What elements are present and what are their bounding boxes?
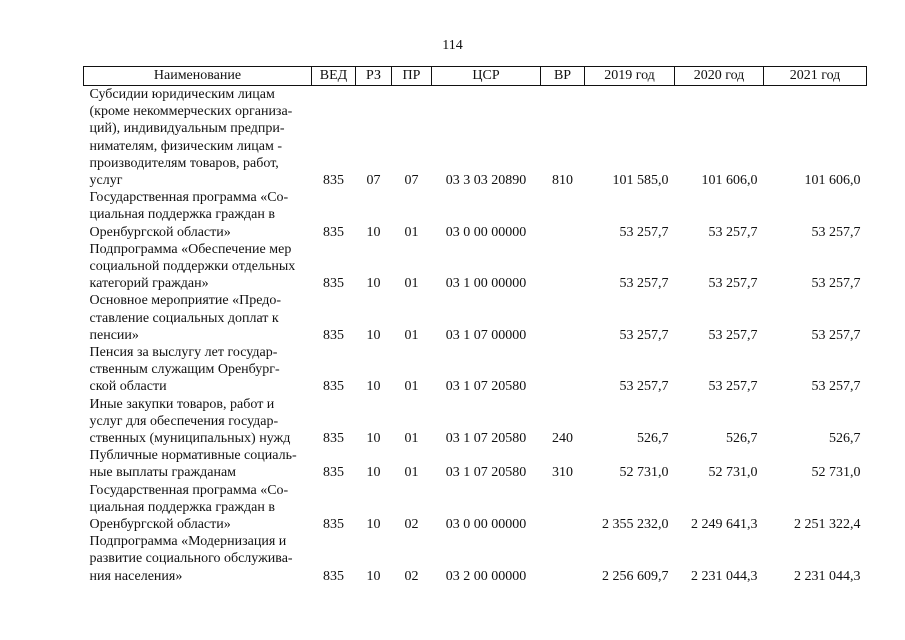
row-pr: 07	[404, 173, 419, 189]
row-pr: 01	[404, 224, 419, 240]
header-row	[84, 67, 867, 86]
row-name: Основное мероприятие «Предо- ставление социальных доплат к пенсии»	[89, 293, 282, 343]
row-pr: 02	[404, 517, 419, 533]
row-value-2020: 53 257,7	[708, 276, 758, 292]
row-value-2020: 53 257,7	[708, 224, 758, 240]
row-value-2019: 2 256 609,7	[602, 568, 669, 584]
table-row	[84, 482, 867, 534]
row-name: Пенсия за выслугу лет государ- ственным служащим Оренбург- ской области	[89, 345, 280, 395]
row-value-2019: 53 257,7	[619, 379, 669, 395]
row-name: Публичные нормативные социаль- ные выплаты гражданам	[89, 448, 297, 481]
row-vr: 240	[552, 431, 573, 447]
row-value-2021: 53 257,7	[811, 224, 861, 240]
row-value-2021: 2 231 044,3	[794, 568, 861, 584]
row-rz: 10	[366, 224, 381, 240]
row-rz: 10	[366, 465, 381, 481]
row-rz: 10	[366, 517, 381, 533]
row-value-2020: 526,7	[726, 431, 758, 447]
row-name: Государственная программа «Со- циальная поддержка граждан в Оренбургской области»	[89, 482, 289, 533]
row-value-2021: 526,7	[829, 431, 861, 447]
header-rz: РЗ	[356, 67, 392, 86]
row-value-2019: 53 257,7	[619, 224, 669, 240]
row-rz: 10	[366, 431, 381, 447]
row-ved: 835	[323, 568, 344, 584]
row-value-2019: 53 257,7	[619, 327, 669, 343]
row-ved: 835	[323, 379, 344, 395]
row-value-2019: 52 731,0	[619, 465, 669, 481]
table-row	[84, 396, 867, 448]
row-value-2020: 2 249 641,3	[691, 517, 758, 533]
row-rz: 10	[366, 276, 381, 292]
row-vr	[541, 292, 585, 344]
header-name: Наименование	[84, 67, 312, 86]
row-name: Государственная программа «Со- циальная поддержка граждан в Оренбургской области»	[89, 190, 289, 240]
row-csr: 03 2 00 00000	[445, 568, 527, 584]
header-ved: ВЕД	[312, 67, 356, 86]
table-row	[84, 189, 867, 241]
header-2021: 2021 год	[764, 67, 867, 86]
header-csr: ЦСР	[432, 67, 541, 86]
row-value-2019: 53 257,7	[619, 276, 669, 292]
row-vr	[541, 344, 585, 396]
row-rz: 10	[366, 327, 381, 343]
row-value-2021: 53 257,7	[811, 276, 861, 292]
row-value-2019: 526,7	[637, 431, 669, 447]
row-name: Подпрограмма «Модернизация и развитие социального обслужива- ния населения»	[89, 534, 293, 584]
row-ved: 835	[323, 173, 344, 189]
row-value-2021: 53 257,7	[811, 327, 861, 343]
header-vr: ВР	[541, 67, 585, 86]
row-value-2019: 101 585,0	[612, 173, 669, 189]
row-ved: 835	[323, 431, 344, 447]
row-name: Подпрограмма «Обеспечение мер социальной поддержки отдельных категорий граждан»	[89, 241, 296, 292]
row-value-2020: 53 257,7	[708, 327, 758, 343]
row-csr: 03 0 00 00000	[445, 517, 527, 533]
row-value-2020: 52 731,0	[708, 465, 758, 481]
row-vr	[541, 241, 585, 293]
row-vr	[541, 533, 585, 585]
row-rz: 10	[366, 568, 381, 584]
row-csr: 03 1 07 00000	[445, 327, 527, 343]
row-ved: 835	[323, 224, 344, 240]
row-csr: 03 1 07 20580	[445, 431, 527, 447]
row-ved: 835	[323, 327, 344, 343]
table-row	[84, 533, 867, 585]
row-value-2020: 101 606,0	[701, 173, 758, 189]
row-value-2021: 101 606,0	[804, 173, 861, 189]
table-row	[84, 86, 867, 190]
row-vr: 310	[552, 465, 573, 481]
header-pr: ПР	[392, 67, 432, 86]
row-csr: 03 3 03 20890	[445, 173, 527, 189]
table-row	[84, 344, 867, 396]
table-row	[84, 447, 867, 481]
row-ved: 835	[323, 465, 344, 481]
header-2019: 2019 год	[585, 67, 675, 86]
row-rz: 07	[366, 173, 381, 189]
row-vr: 810	[552, 173, 573, 189]
row-value-2021: 53 257,7	[811, 379, 861, 395]
row-pr: 01	[404, 465, 419, 481]
budget-table	[83, 66, 867, 585]
row-value-2021: 2 251 322,4	[794, 517, 861, 533]
row-pr: 01	[404, 431, 419, 447]
page-number: 114	[442, 38, 463, 53]
row-rz: 10	[366, 379, 381, 395]
header-2020: 2020 год	[675, 67, 764, 86]
row-value-2020: 53 257,7	[708, 379, 758, 395]
row-vr	[541, 482, 585, 534]
row-csr: 03 0 00 00000	[445, 224, 527, 240]
table-row	[84, 292, 867, 344]
row-pr: 01	[404, 379, 419, 395]
row-pr: 01	[404, 276, 419, 292]
row-pr: 01	[404, 327, 419, 343]
row-pr: 02	[404, 568, 419, 584]
row-value-2021: 52 731,0	[811, 465, 861, 481]
row-value-2019: 2 355 232,0	[602, 517, 669, 533]
row-ved: 835	[323, 276, 344, 292]
row-value-2020: 2 231 044,3	[691, 568, 758, 584]
row-csr: 03 1 07 20580	[445, 465, 527, 481]
row-csr: 03 1 07 20580	[445, 379, 527, 395]
row-ved: 835	[323, 517, 344, 533]
row-csr: 03 1 00 00000	[445, 276, 527, 292]
table-row	[84, 241, 867, 293]
row-name: Субсидии юридическим лицам (кроме некоммерческих организа- ций), индивидуальным предпри- нимателям, физическим лицам - производителям товаров, работ, услуг	[89, 87, 293, 189]
row-name: Иные закупки товаров, работ и услуг для обеспечения государ- ственных (муниципальных) нужд	[89, 396, 291, 447]
row-vr	[541, 189, 585, 241]
